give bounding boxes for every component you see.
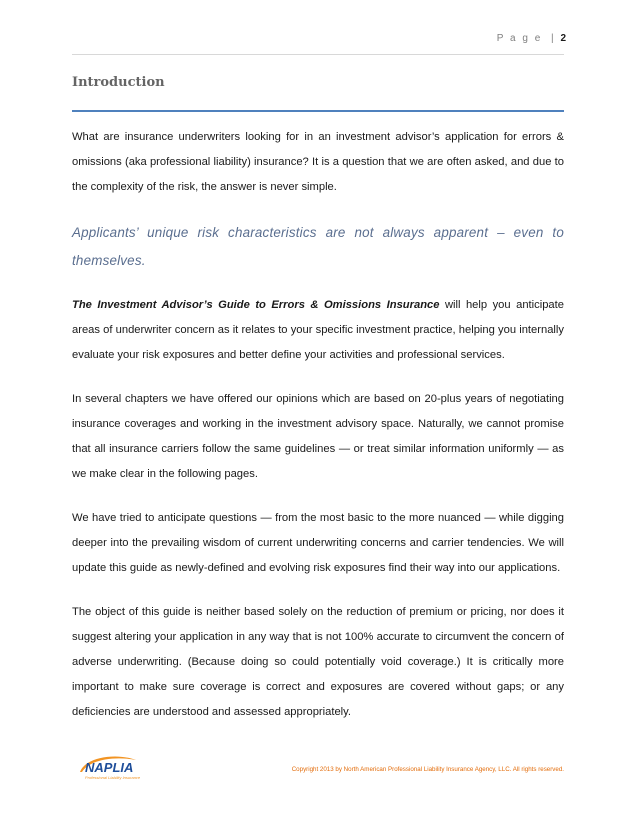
- paragraph-anticipate: We have tried to anticipate questions — from the most basic to the more nuanced — while digging deeper into the prevailing wisdom of current underwriting concerns and carrier tendencies. We will update this guide as newly-defined and evolving risk exposures find their way into our applications.: [72, 512, 564, 574]
- pull-quote: Applicants’ unique risk characteristics are not always apparent – even to themselves.: [72, 225, 564, 268]
- logo-tagline: Professional Liability Insurance: [85, 775, 141, 780]
- page-number: 2: [560, 33, 566, 44]
- naplia-logo: [76, 755, 160, 781]
- paragraph-object: The object of this guide is neither based solely on the reduction of premium or pricing, nor does it suggest altering your application in any way that is not 100% accurate to circumvent the concern of adverse underwriting. (Because doing so could potentially void coverage.) It is critically more important to make sure coverage is correct and exposures are covered without gaps; or any deficiencies are understood and assessed appropriately.: [72, 606, 564, 718]
- paragraph-opinions: In several chapters we have offered our opinions which are based on 20-plus years of negotiating insurance coverages and working in the investment advisory space. Naturally, we cannot promise that all insurance carriers follow the same guidelines — or treat similar information uniformly — as we make clear in the following pages.: [72, 393, 564, 480]
- guide-title: The Investment Advisor’s Guide to Errors & Omissions Insurance: [72, 299, 440, 311]
- page-separator: |: [551, 33, 554, 44]
- copyright-notice: Copyright 2013 by North American Professional Liability Insurance Agency, LLC. All rights reserved.: [291, 766, 564, 773]
- section-heading: Introduction: [72, 75, 165, 90]
- paragraph-guide: [72, 293, 564, 368]
- logo-wordmark: NAPLIA: [85, 760, 134, 775]
- header-divider: [72, 54, 564, 55]
- paragraph-intro: What are insurance underwriters looking for in an investment advisor’s application for errors & omissions (aka professional liability) insurance? It is a question that we are often asked, and due to the complexity of the risk, the answer is never simple.: [72, 131, 564, 193]
- page-prefix: P a g e: [496, 33, 543, 44]
- guide-description: will help you anticipate areas of underwriter concern as it relates to your specific investment practice, helping you internally evaluate your risk exposures and better define your activities and professional services.: [72, 299, 564, 361]
- body-content: [72, 125, 564, 744]
- heading-underline: [72, 110, 564, 112]
- page-number-label: [497, 33, 566, 44]
